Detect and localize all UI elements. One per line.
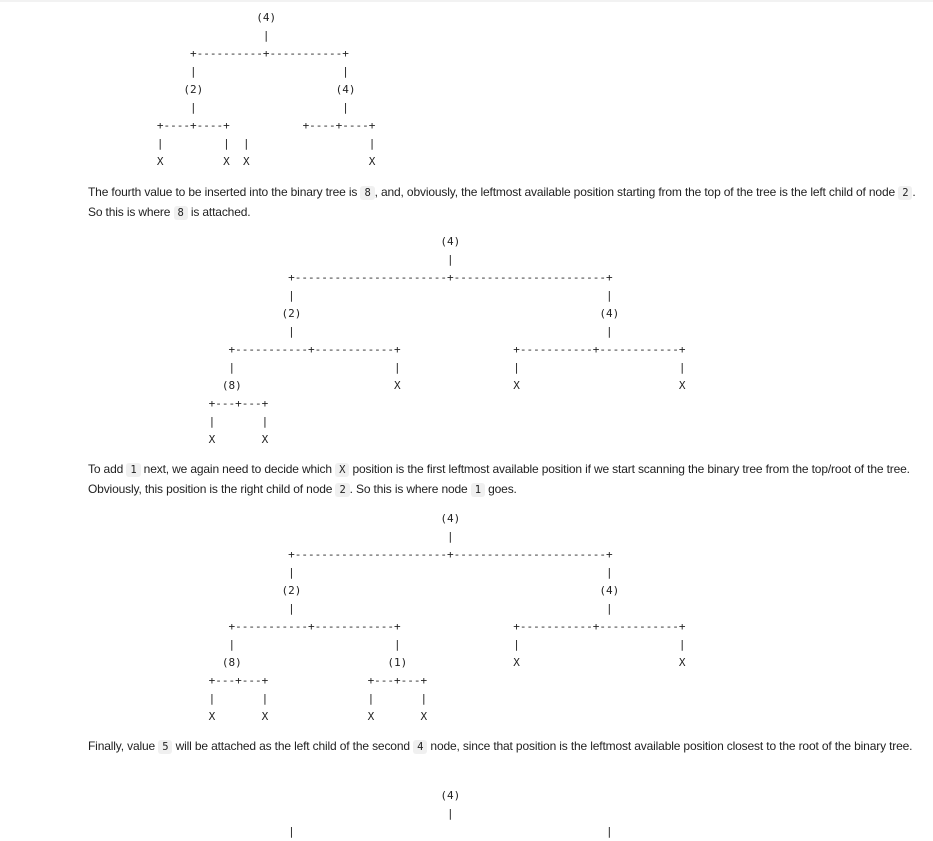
text-segment: will be attached as the left child of the second xyxy=(172,739,414,753)
text-segment: . So this is where xyxy=(88,185,916,219)
ascii-tree-diagram: (4) | +----------+-----------+ | | (2) (4) | | +----+----+ +----+----+ | | | | X X X X xyxy=(156,11,376,168)
paragraph-insert-8 xyxy=(88,183,924,222)
text-segment: The fourth value to be inserted into the binary tree is xyxy=(88,185,361,199)
ascii-tree-diagram: (4) | | | xyxy=(288,789,613,838)
paragraph-insert-1 xyxy=(88,460,924,499)
inline-code-value: 1 xyxy=(471,483,485,497)
inline-code-value: X xyxy=(335,463,349,477)
text-segment: next, we again need to decide which xyxy=(140,462,336,476)
ascii-tree-diagram: (4) | +-----------------------+-----------------------+ | | (2) (4) | | +-----------+------------+ +-----------+------------+ | | | | (8) X X X +---+---+ | | X X xyxy=(208,235,686,446)
inline-code-value: 2 xyxy=(898,186,912,200)
paragraph-insert-5 xyxy=(88,737,924,757)
text-segment: position is the first leftmost available position if we start scanning the binary tree from the top/root of the tree. Obviously, this position is the right child of node xyxy=(88,462,910,496)
text-segment: is attached. xyxy=(187,204,251,219)
inline-code-value: 5 xyxy=(158,740,172,754)
inline-code-value: 2 xyxy=(335,483,349,497)
inline-code-value: 8 xyxy=(360,186,374,200)
text-segment: goes. xyxy=(484,481,517,496)
inline-code-value: 4 xyxy=(413,740,427,754)
ascii-tree-diagram: (4) | +-----------------------+-----------------------+ | | (2) (4) | | +-----------+------------+ +-----------+------------+ | | | | (8) (1) X X +---+---+ +---+---+ | | | | X X X X xyxy=(208,512,686,723)
text-segment: Finally, value xyxy=(88,739,159,753)
inline-code-value: 8 xyxy=(174,206,188,220)
page-top-border xyxy=(0,0,933,2)
text-segment: To add xyxy=(88,462,127,476)
text-segment: node, since that position is the leftmost available position closest to the root of the binary tree. xyxy=(427,739,913,753)
text-segment: . So this is where node xyxy=(349,481,471,496)
text-segment: , and, obviously, the leftmost available position starting from the top of the tree is the left child of node xyxy=(374,185,899,199)
inline-code-value: 1 xyxy=(126,463,140,477)
